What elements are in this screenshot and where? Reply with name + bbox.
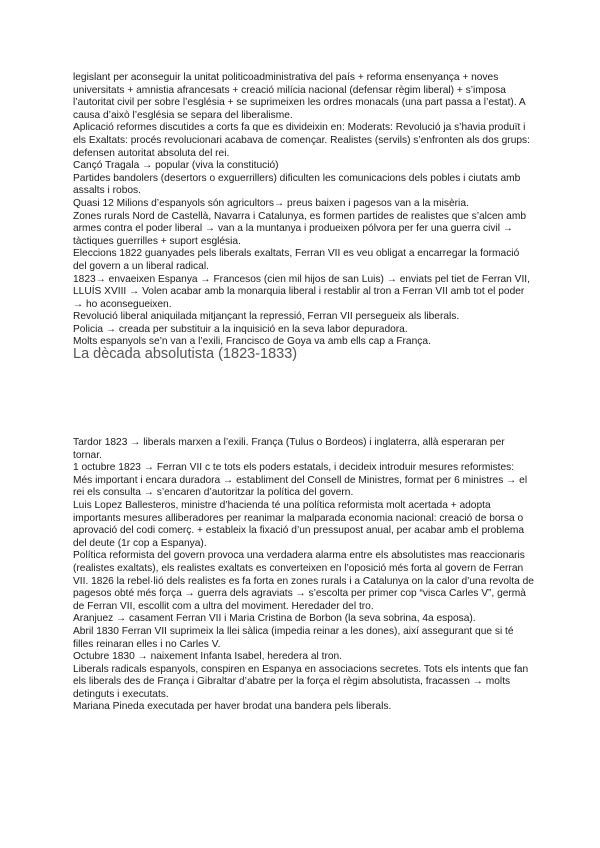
paragraph: Molts espanyols se’n van a l’exili, Francisco de Goya va amb ells cap a França.	[73, 336, 431, 348]
section-heading: La dècada absolutista (1823-1833)	[73, 346, 298, 362]
paragraph: Aranjuez → casament Ferran VII i Maria Cristina de Borbon (la seva sobrina, 4a esposa).	[73, 613, 476, 625]
paragraph: 1 octubre 1823 → Ferran VII c te tots els poders estatals, i decideix introduir mesures reformistes: Més important i encara duradora → establiment del Consell de Ministres, format per 6 ministres → el rei els consulta → s’encaren d’autoritzar la política del govern.	[73, 462, 528, 499]
paragraph: Mariana Pineda executada per haver brodat una bandera pels liberals.	[73, 701, 392, 713]
paragraph: Tardor 1823 → liberals marxen a l’exili. França (Tulus o Bordeos) i inglaterra, allà esperaran per tornar.	[73, 437, 505, 461]
section-absolutist-decade	[73, 437, 535, 714]
paragraph: Eleccions 1822 guanyades pels liberals exaltats, Ferran VII es veu obligat a encarregar la formació del govern a un liberal radical.	[73, 248, 520, 272]
paragraph: Octubre 1830 → naixement Infanta Isabel, heredera al tron.	[73, 651, 342, 663]
paragraph: Quasi 12 Milions d’espanyols són agricultors→ preus baixen i pagesos van a la misèria.	[73, 197, 469, 209]
section-liberal-triennium	[73, 72, 535, 349]
paragraph: Cançó Tragala → popular (viva la constitució)	[73, 160, 279, 172]
paragraph: Zones rurals Nord de Castellà, Navarra i Catalunya, es formen partides de realistes que s’alcen amb armes contra el poder liberal → van a la muntanya i produeixen pólvora per fer una guerra civil → tàctiques guerrilles + suport església.	[73, 210, 526, 247]
paragraph: Policia → creada per substituir a la inquisició en la seva labor depuradora.	[73, 323, 408, 335]
paragraph: Liberals radicals espanyols, conspiren en Espanya en associacions secretes. Tots els intents que fan els liberals des de França i Gibraltar d’abatre per la força el règim absolutista, fracassen → molts detinguts i executats.	[73, 663, 529, 700]
paragraph: 1823→ envaeixen Espanya → Francesos (cien mil hijos de san Luis) → enviats pel tiet de Ferran VII, LLUÍS XVIII → Volen acabar amb la monarquia liberal i restablir al tron a Ferran VII amb tot el poder → ho aconsegueixen.	[73, 273, 530, 310]
paragraph: Partides bandolers (desertors o exguerrillers) dificulten les comunicacions dels pobles i ciutats amb assalts i robos.	[73, 172, 521, 197]
paragraph: Revolució liberal aniquilada mitjançant la repressió, Ferran VII persegueix als liberals.	[73, 311, 460, 323]
paragraph: Luis Lopez Ballesteros, ministre d’hacienda té una política reformista molt acertada + adopta importants mesures alliberadores per reanimar la malparada economia nacional: creació de borsa o aprovació del codi comerç. + estableix la fixació d’un pressupost anual, per acabar amb el problema del deute (1r cop a Espanya).	[73, 499, 525, 549]
paragraph: Aplicació reformes discutides a corts fa que es divideixin en: Moderats: Revolució ja s’havia produït i els Exaltats: procés revolucionari acabava de començar. Realistes (servils) s’enfronten als dos grups: defensen autoritat absoluta del rei.	[73, 122, 530, 159]
paragraph: legislant per aconseguir la unitat politicoadministrativa del país + reforma ensenyança + noves universitats + amnistia afrancesats + creació milícia nacional (defensar règim liberal) + s’imposa l’autoritat civil per sobre l’església + se suprimeixen les ordres monacals (una part passa a l’estat). A causa d’això l’església se separa del liberalisme.	[73, 72, 526, 121]
paragraph: Abril 1830 Ferran VII suprimeix la llei sàlica (impedia reinar a les dones), així assegurant que si té filles reinaran elles i no Carles V.	[73, 625, 514, 650]
paragraph: Política reformista del govern provoca una verdadera alarma entre els absolutistes mas reaccionaris (realistes exaltats), els realistes exaltats es converteixen en l’oposició més forta al govern de Ferran VII. 1826 la rebel·lió dels realistes es fa forta en zones rurals i a Catalunya on la calor d’una revolta de pagesos obté més força → guerra dels agraviats → s’escolta per primer cop “visca Carles V”, germà de Ferran VII, escollit com a ultra del moviment. Heredader del tro.	[73, 550, 534, 612]
